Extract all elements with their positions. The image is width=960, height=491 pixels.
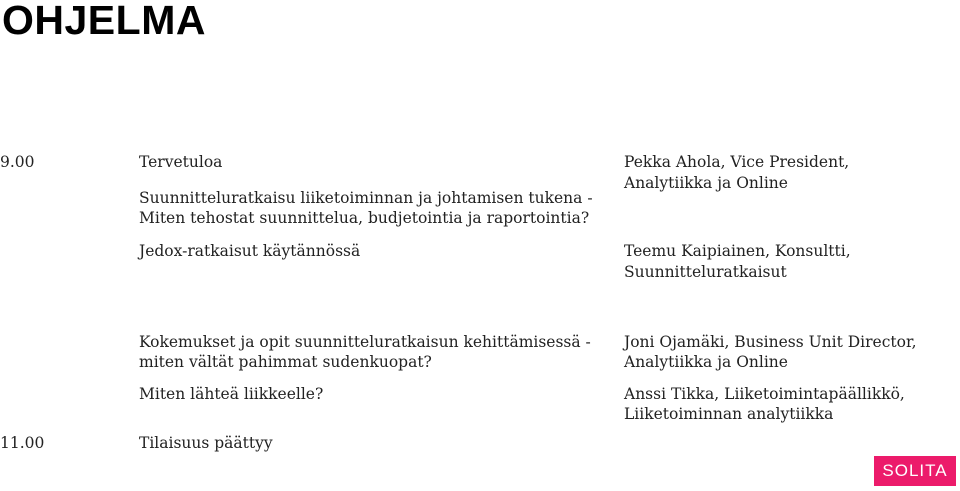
speaker-kaipiainen-role: Suunnitteluratkaisut [624, 263, 787, 281]
solita-logo: SOLITA [874, 456, 956, 486]
agenda-item-end: Tilaisuus päättyy [139, 434, 273, 452]
page-title: OHJELMA [2, 0, 206, 43]
agenda-item-experiences-line2: miten vältät pahimmat sudenkuopat? [139, 353, 432, 371]
agenda-item-getting-started: Miten lähteä liikkeelle? [139, 385, 324, 403]
speaker-kaipiainen-name: Teemu Kaipiainen, Konsultti, [624, 242, 851, 260]
agenda-item-planning-line2: Miten tehostat suunnittelua, budjetointia ja raportointia? [139, 209, 590, 227]
agenda-item-jedox: Jedox-ratkaisut käytännössä [139, 242, 361, 260]
speaker-ojamaki-role: Analytiikka ja Online [624, 353, 788, 371]
agenda-item-welcome: Tervetuloa [139, 153, 223, 171]
agenda-item-planning-line1: Suunnitteluratkaisu liiketoiminnan ja johtamisen tukena - [139, 189, 593, 207]
agenda-item-experiences-line1: Kokemukset ja opit suunnitteluratkaisun kehittämisessä - [139, 333, 591, 351]
speaker-ahola-role: Analytiikka ja Online [624, 174, 788, 192]
speaker-ahola-name: Pekka Ahola, Vice President, [624, 153, 850, 171]
time-end: 11.00 [0, 434, 45, 452]
speaker-tikka-name: Anssi Tikka, Liiketoimintapäällikkö, [624, 385, 905, 403]
speaker-tikka-role: Liiketoiminnan analytiikka [624, 405, 834, 423]
speaker-ojamaki-name: Joni Ojamäki, Business Unit Director, [624, 333, 917, 351]
time-start: 9.00 [0, 153, 35, 171]
